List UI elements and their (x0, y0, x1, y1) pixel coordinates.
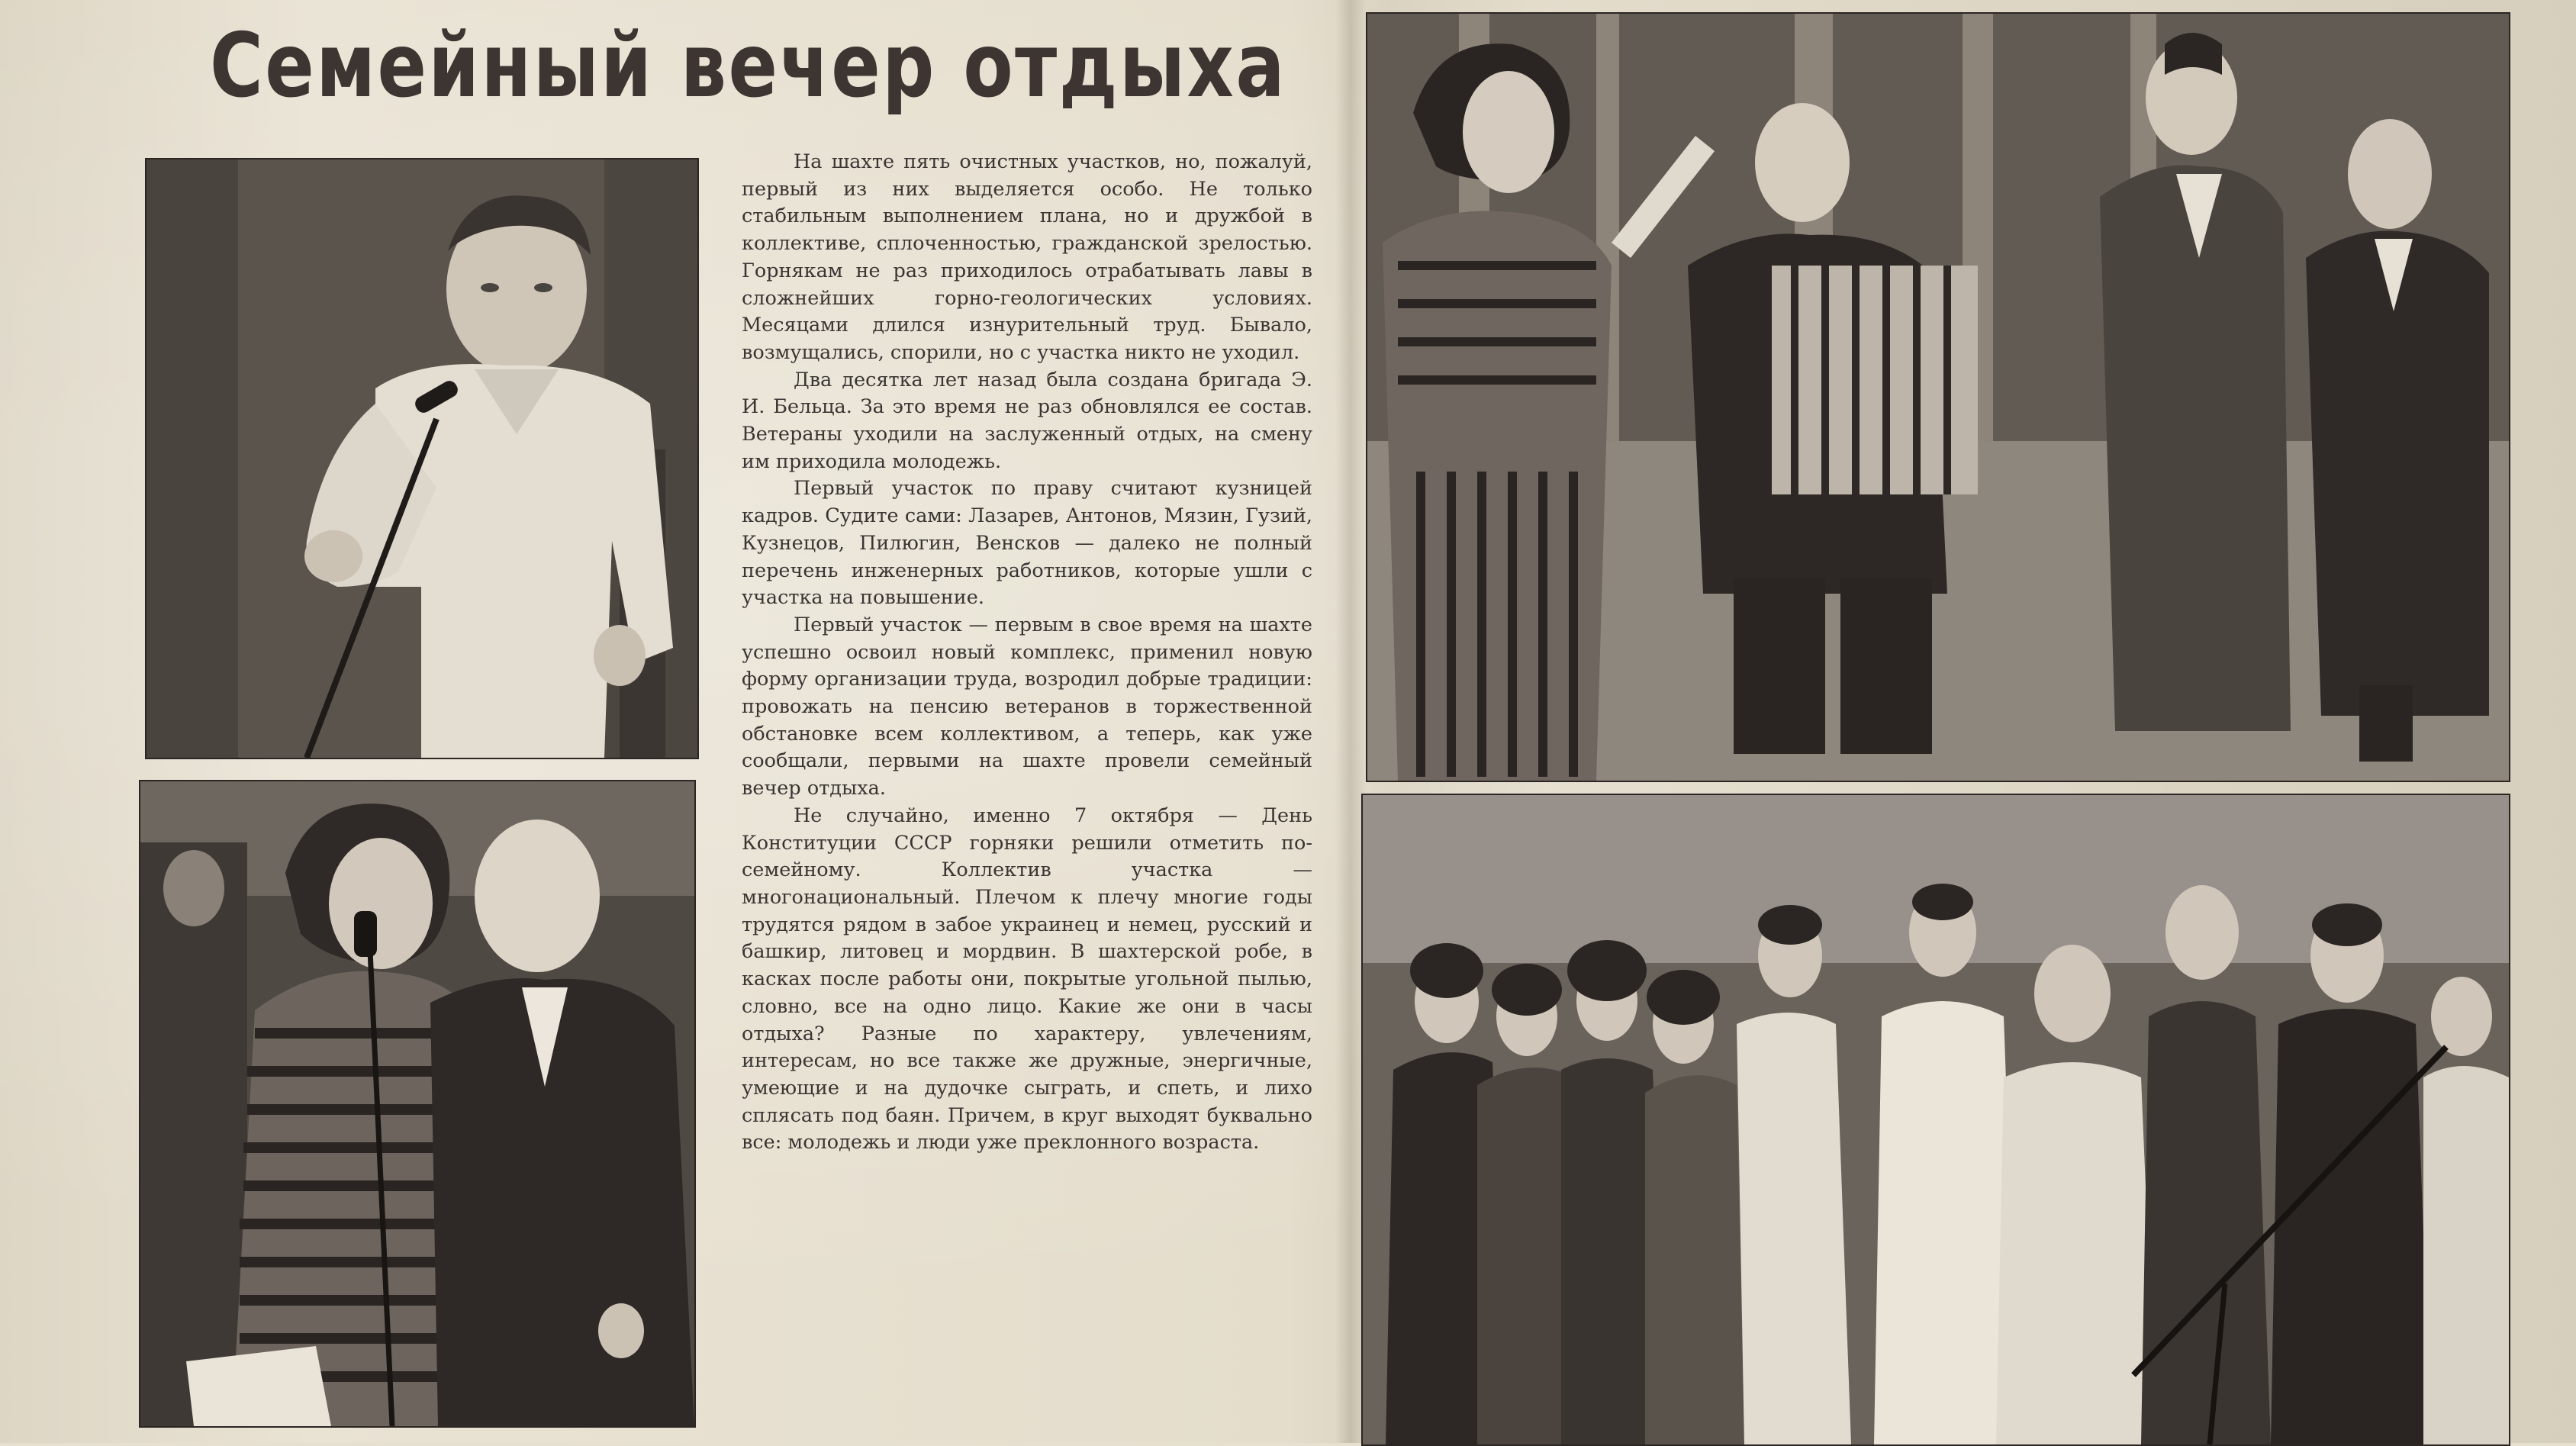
article-body (742, 149, 1312, 1443)
article-paragraph: На шахте пять очистных участков, но, пожалуй, первый из них выделяется особо. Не только стабильным выполнением плана, но и дружбой в коллективе, сплоченностью, гражданской зрелостью. Горнякам не раз приходилось отрабатывать лавы в сложнейших горно-геологических условиях. Месяцами длился изнурительный труд. Бывало, возмущались, спорили, но с участка никто не уходил. (742, 150, 1312, 364)
article-paragraph: Два десятка лет назад была создана бригада Э. И. Бельца. За это время не раз обновлялся ее состав. Ветераны уходили на заслуженный отдых, на смену им приходила молодежь. (742, 368, 1312, 473)
photo-stage-performance (1366, 12, 2510, 782)
photo-man-at-microphone (145, 158, 699, 759)
article-paragraph: Первый участок по праву считают кузницей кадров. Судите сами: Лазарев, Антонов, Мязин, Гузий, Кузнецов, Пилюгин, Венсков — далеко не полный перечень инженерных работников, которые ушли с участка на повышение. (742, 477, 1312, 610)
photo-couple-at-microphone (139, 780, 696, 1428)
article-paragraph: Не случайно, именно 7 октября — День Конституции СССР горняки решили отметить по-семейному. Коллектив участка — многонациональный. Плечом к плечу многие годы трудятся рядом в забое украинец и немец, русский и башкир, литовец и мордвин. В шахтерской робе, в касках после работы они, покрытые угольной пылью, словно, все на одно лицо. Какие же они в часы отдыха? Разные по характеру, увлечениям, интересам, но все также же дружные, энергичные, умеющие и на дудочке сыграть, и спеть, и лихо сплясать под баян. Причем, в круг выходят буквально все: молодежь и люди уже преклонного возраста. (742, 804, 1312, 1155)
photo-group-gathering (1361, 794, 2510, 1446)
article-paragraph: Первый участок — первым в свое время на шахте успешно освоил новый комплекс, применил новую форму организации труда, возродил добрые традиции: провожать на пенсию ветеранов в торжественной обстановке всем коллективом, а теперь, как уже сообщали, первыми на шахте провели семейный вечер отдыха. (742, 613, 1312, 800)
headline: Семейный вечер отдыха (210, 14, 1286, 118)
